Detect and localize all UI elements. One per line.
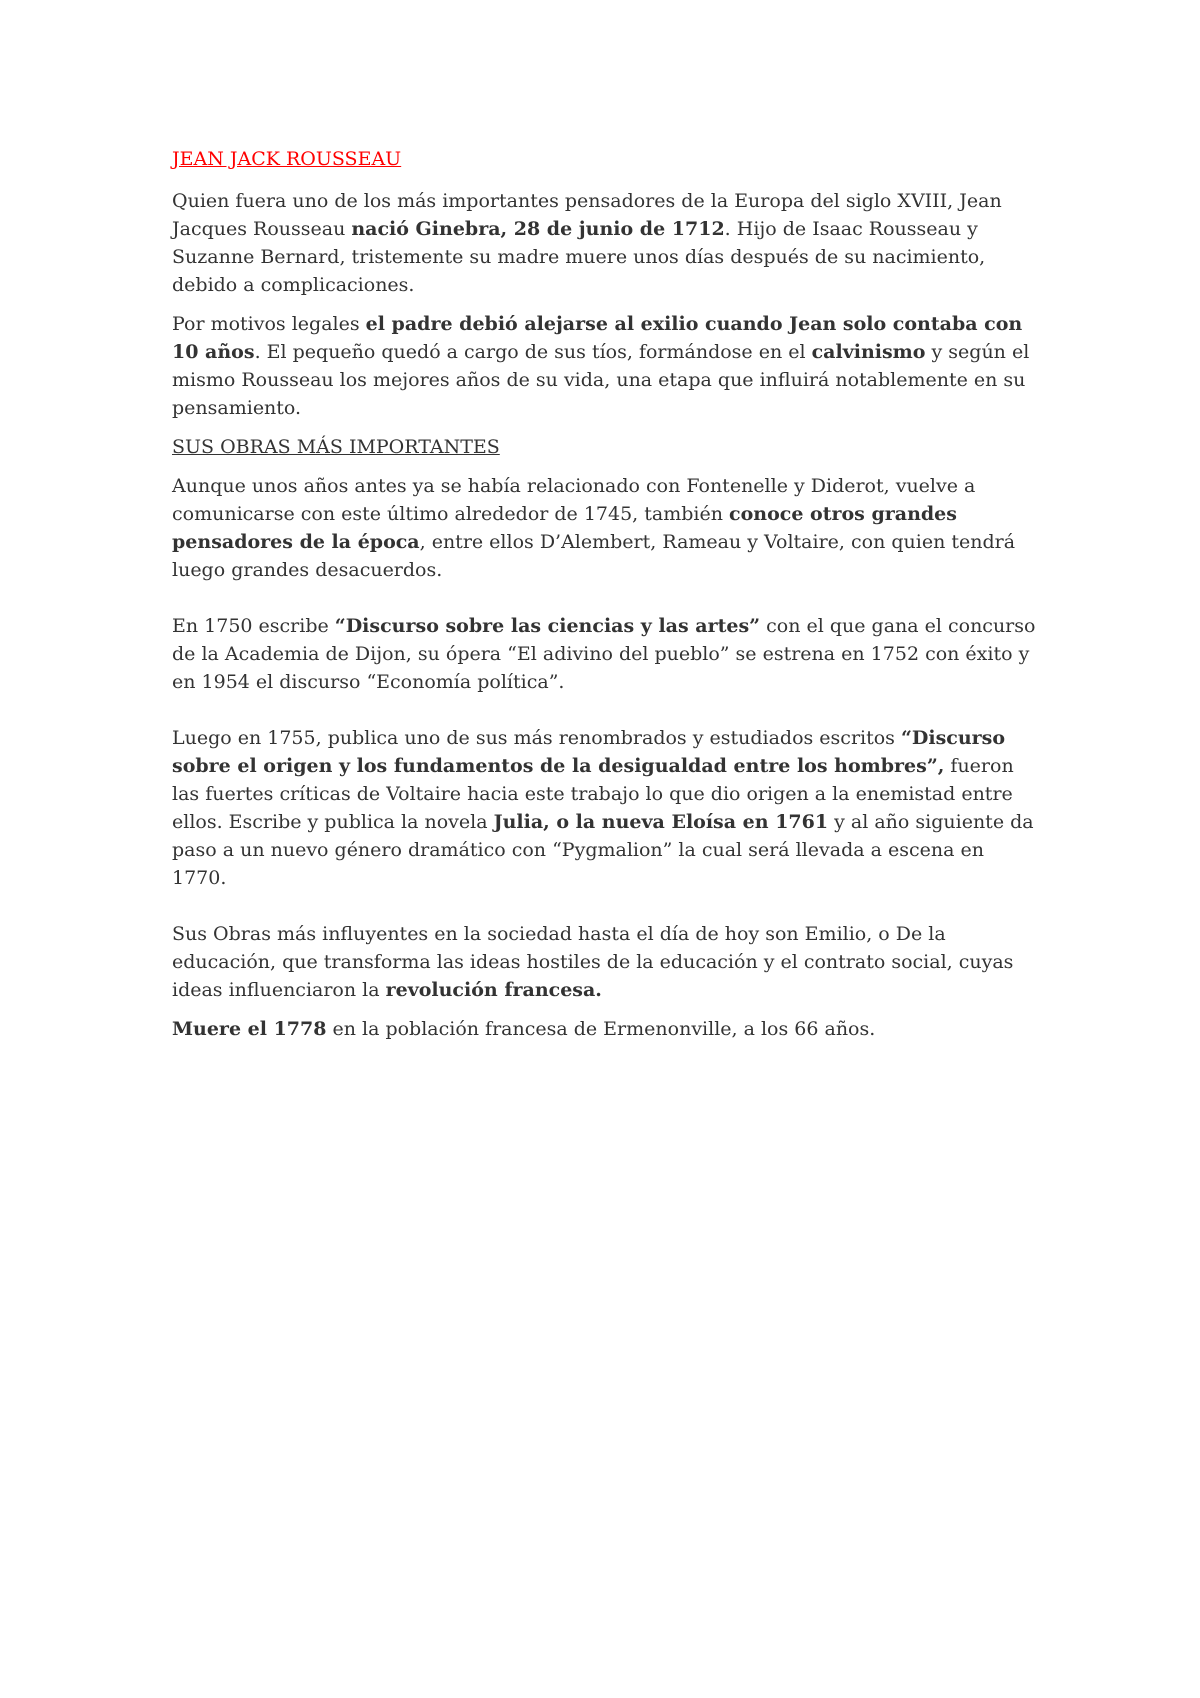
paragraph-exile xyxy=(172,310,1042,422)
document-title: JEAN JACK ROUSSEAU xyxy=(172,148,402,170)
paragraph-birth xyxy=(172,187,1042,299)
bold-text: conoce otros grandes pensadores de la época xyxy=(172,503,957,553)
paragraph-death xyxy=(172,1015,1042,1043)
paragraph-thinkers xyxy=(172,472,1042,584)
document-body xyxy=(172,145,1042,1054)
paragraph-text: fueron las fuertes críticas de Voltaire hacia este trabajo lo que dio origen a la enemistad entre ellos. Escribe y publica la novela xyxy=(172,755,1014,833)
paragraph-influential-works xyxy=(172,920,1042,1004)
paragraph-text: y al año siguiente da paso a un nuevo género dramático con “Pygmalion” la cual será llevada a escena en 1770. xyxy=(172,811,1034,889)
paragraph-text: Aunque unos años antes ya se había relacionado con Fontenelle y Diderot, vuelve a comunicarse con este último alrededor de 1745, también xyxy=(172,475,976,525)
paragraph-text: con el que gana el concurso de la Academia de Dijon, su ópera “El adivino del pueblo” se estrena en 1752 con éxito y en 1954 el discurso “Economía política”. xyxy=(172,615,1036,693)
bold-text: nació Ginebra, 28 de junio de 1712 xyxy=(351,218,725,240)
bold-text: Julia, o la nueva Eloísa en 1761 xyxy=(493,811,829,833)
bold-text: “Discurso sobre el origen y los fundamentos de la desigualdad entre los hombres”, xyxy=(172,727,1006,777)
paragraph-text: Quien fuera uno de los más importantes pensadores de la Europa del siglo XVIII, Jean Jacques Rousseau xyxy=(172,190,1002,240)
paragraph-text: , entre ellos D’Alembert, Rameau y Voltaire, con quien tendrá luego grandes desacuerdos. xyxy=(172,531,1016,581)
bold-text: el padre debió alejarse al exilio cuando Jean solo contaba con 10 años xyxy=(172,313,1023,363)
bold-text: Muere el 1778 xyxy=(172,1018,327,1040)
paragraph-text: Luego en 1755, publica uno de sus más renombrados y estudiados escritos xyxy=(172,727,901,749)
paragraph-text: . Hijo de Isaac Rousseau y Suzanne Bernard, tristemente su madre muere unos días después de su nacimiento, debido a complicaciones. xyxy=(172,218,986,296)
paragraph-text: Por motivos legales xyxy=(172,313,366,335)
paragraph-discourse-arts xyxy=(172,612,1042,696)
bold-text: revolución francesa. xyxy=(385,979,602,1001)
section-heading: SUS OBRAS MÁS IMPORTANTES xyxy=(172,436,500,458)
bold-text: “Discurso sobre las ciencias y las artes” xyxy=(334,615,761,637)
paragraph-text: en la población francesa de Ermenonville, a los 66 años. xyxy=(326,1018,876,1040)
paragraph-text: . El pequeño quedó a cargo de sus tíos, formándose en el xyxy=(254,341,812,363)
paragraph-text: y según el mismo Rousseau los mejores años de su vida, una etapa que influirá notablemente en su pensamiento. xyxy=(172,341,1030,419)
paragraph-text: En 1750 escribe xyxy=(172,615,335,637)
paragraph-discourse-inequality xyxy=(172,724,1042,892)
paragraph-text: Sus Obras más influyentes en la sociedad hasta el día de hoy son Emilio, o De la educación, que transforma las ideas hostiles de la educación y el contrato social, cuyas ideas influenciaron la xyxy=(172,923,1014,1001)
bold-text: calvinismo xyxy=(811,341,926,363)
